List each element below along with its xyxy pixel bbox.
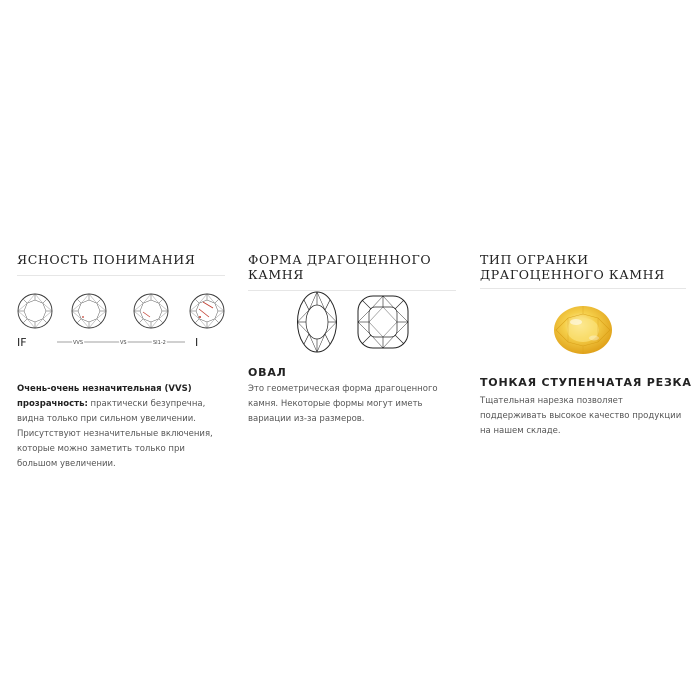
clarity-description-strong: Очень-очень незначительная (VVS) прозрачность: [17, 384, 192, 409]
shape-title: ФОРМА ДРАГОЦЕННОГО КАМНЯ [248, 252, 432, 282]
shape-icons [296, 290, 426, 354]
shape-section [248, 252, 456, 291]
round-diamond-icon [190, 294, 224, 328]
scale-label-vs: VS [120, 340, 127, 346]
oval-shape-icon [298, 292, 337, 352]
clarity-scale [17, 290, 225, 350]
cut-title: ТИП ОГРАНКИ ДРАГОЦЕННОГО КАМНЯ [480, 252, 665, 282]
clarity-description-text: практически безупречна, видна только при сильном увеличении. Присутствуют незначительные включения, которые можно заметить только при большом увеличении. [17, 399, 213, 469]
round-diamond-icon [72, 294, 106, 328]
shape-subtitle: ОВАЛ [248, 366, 287, 379]
round-diamond-icon [134, 294, 168, 328]
yellow-gem-image [548, 300, 618, 360]
scale-label-i: I [195, 336, 199, 349]
cushion-shape-icon [358, 296, 408, 348]
clarity-description [17, 382, 217, 472]
shape-description: Это геометрическая форма драгоценного камня. Некоторые формы могут иметь вариации из-за размеров. [248, 384, 438, 424]
cut-section [480, 252, 686, 289]
cut-divider [480, 288, 686, 289]
scale-label-si: SI1-2 [153, 340, 166, 346]
clarity-title: ЯСНОСТЬ ПОНИМАНИЯ [17, 252, 196, 267]
cut-subtitle: ТОНКАЯ СТУПЕНЧАТАЯ РЕЗКА [480, 376, 692, 389]
scale-label-if: IF [17, 336, 27, 349]
clarity-divider [17, 275, 225, 276]
scale-label-vvs: VVS [73, 340, 84, 346]
cut-description: Тщательная нарезка позволяет поддерживать высокое качество продукции на нашем складе. [480, 396, 682, 436]
round-diamond-icon [18, 294, 52, 328]
clarity-section [17, 252, 225, 276]
